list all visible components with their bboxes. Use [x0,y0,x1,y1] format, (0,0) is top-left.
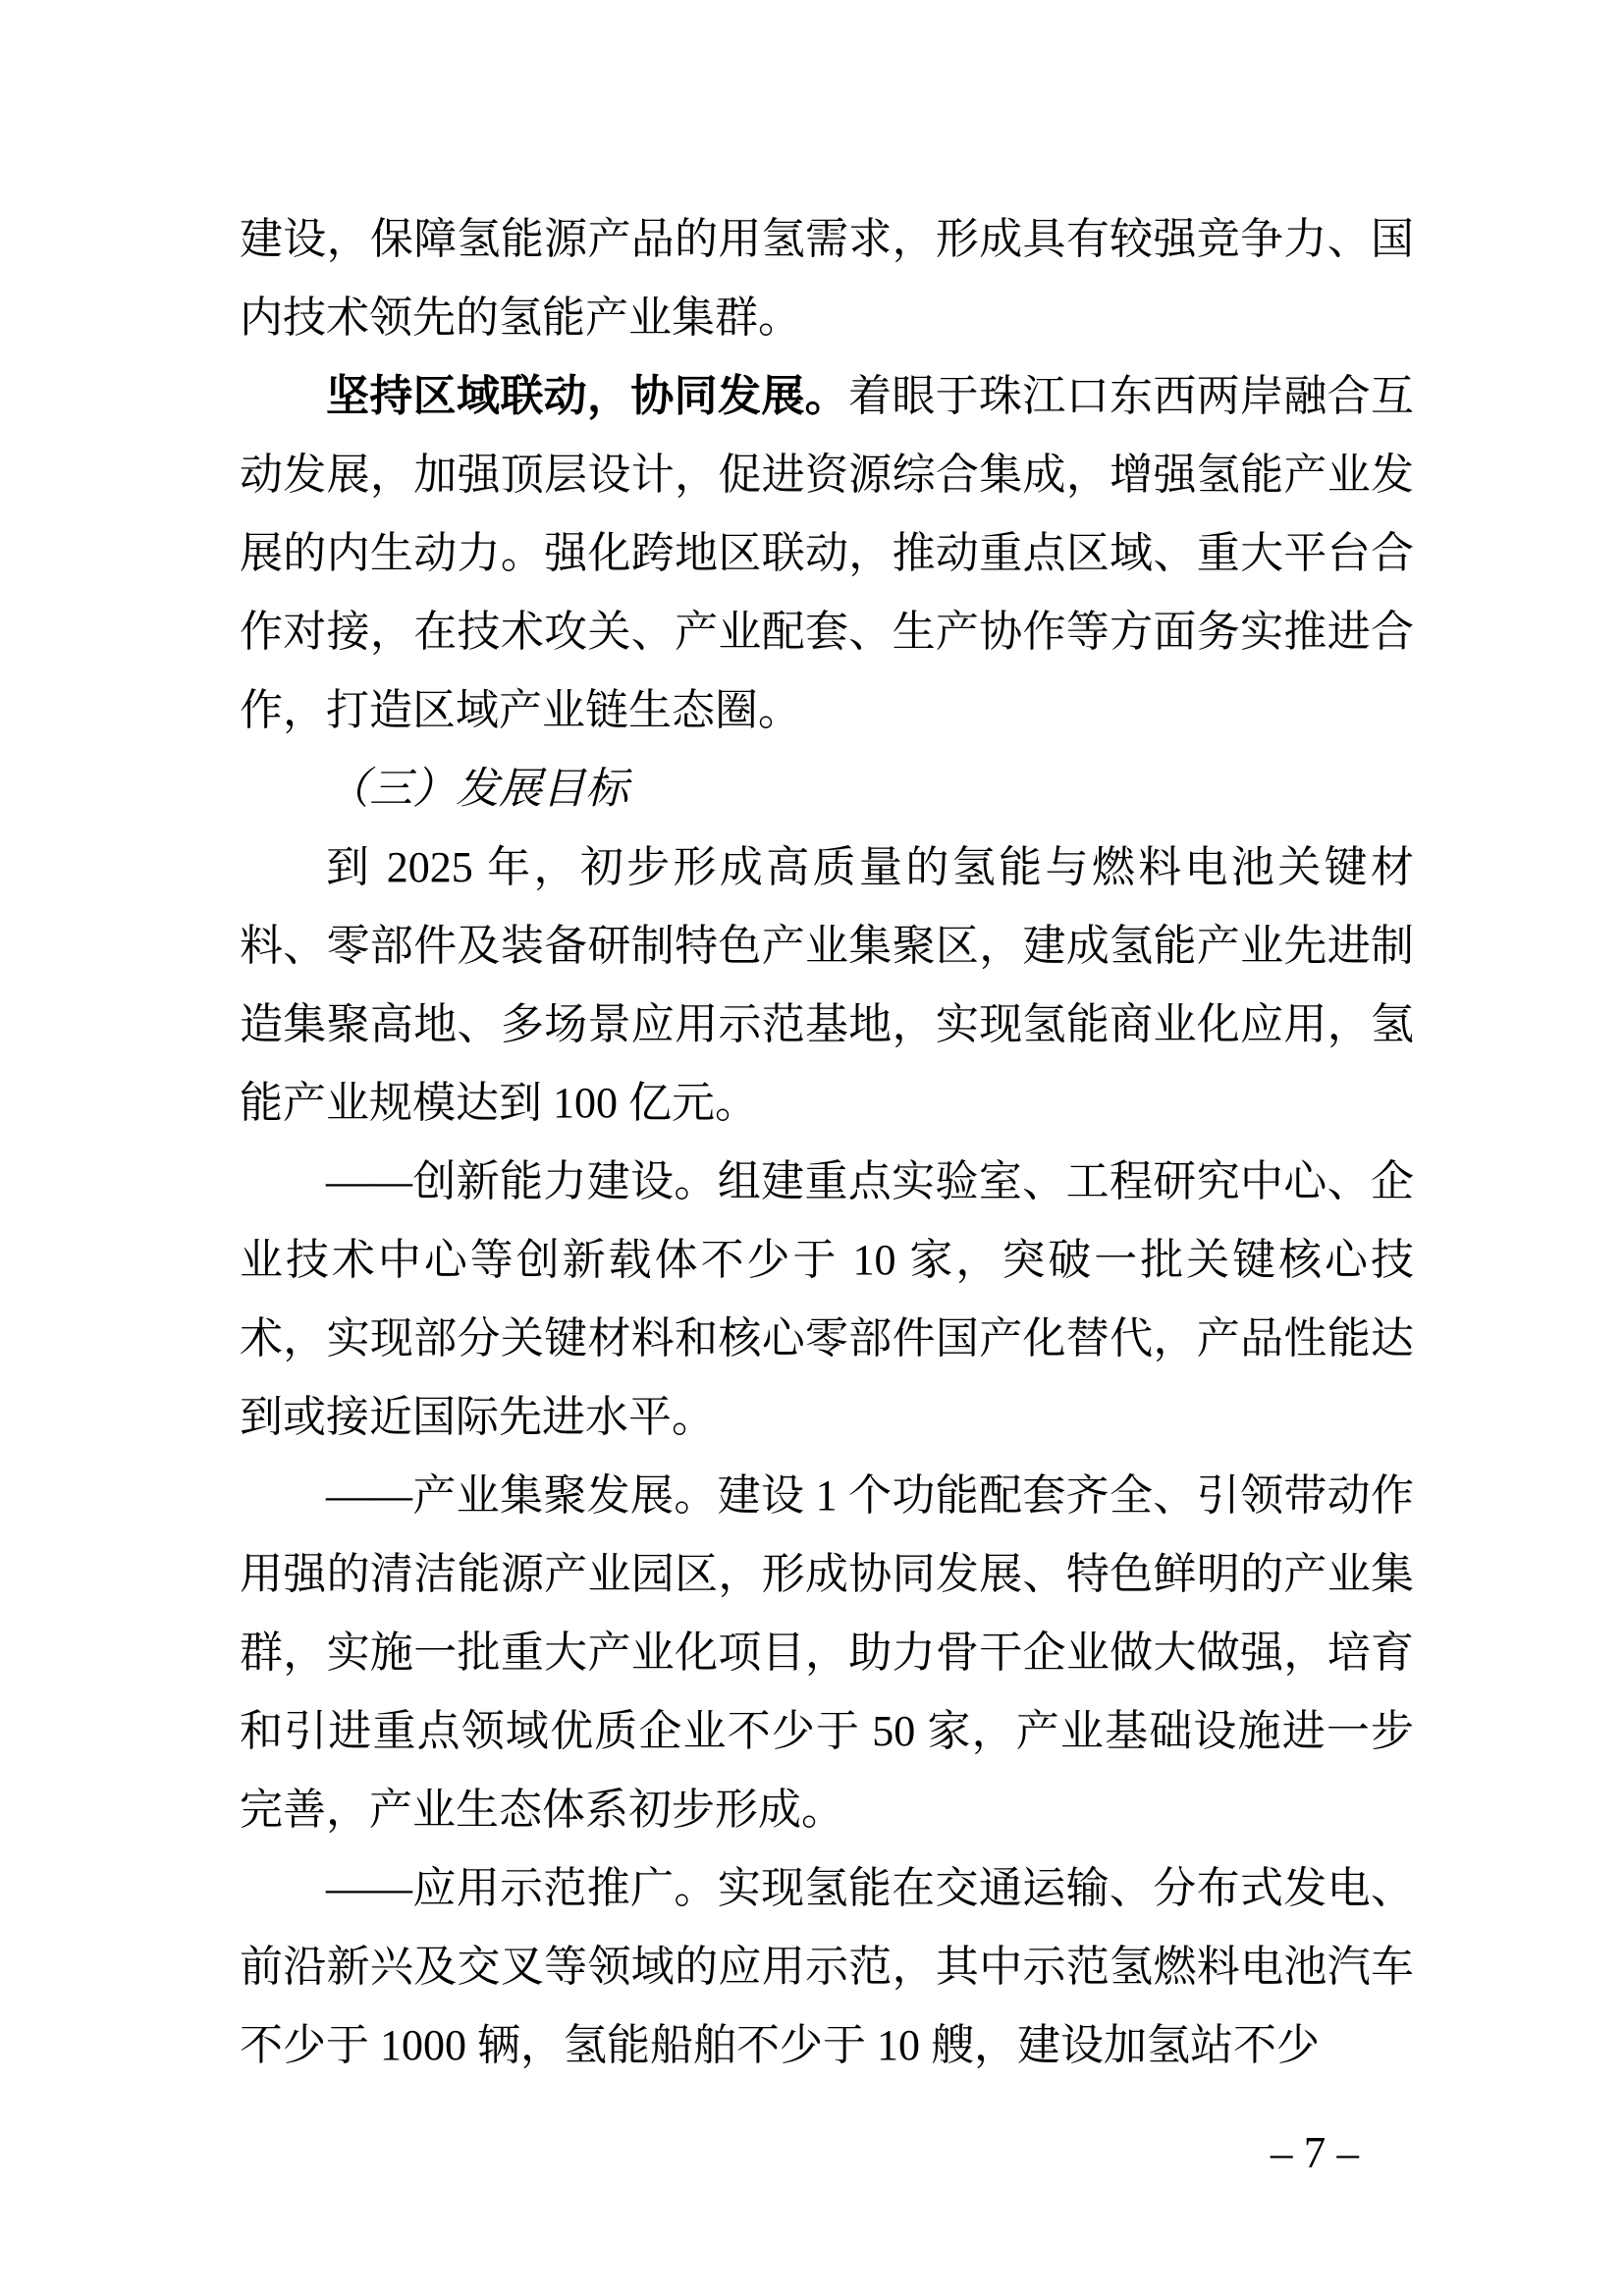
paragraph [240,828,1414,1143]
text-run-normal: ——创新能力建设。组建重点实验室、工程研究中心、企业技术中心等创新载体不少于 10 家，突破一批关键核心技术，实现部分关键材料和核心零部件国产化替代，产品性能达到或接近国际先进水平。 [240,1157,1414,1441]
paragraph [240,1849,1414,2085]
paragraph [240,357,1414,750]
text-run-normal: ——应用示范推广。实现氢能在交通运输、分布式发电、前沿新兴及交叉等领域的应用示范，其中示范氢燃料电池汽车不少于 1000 辆，氢能船舶不少于 10 艘，建设加氢站不少 [240,1864,1414,2069]
text-block [240,200,1414,2085]
paragraph [240,1457,1414,1849]
section-heading [240,750,1414,828]
page-number: – 7 – [1271,2128,1359,2177]
text-run-normal: 到 2025 年，初步形成高质量的氢能与燃料电池关键材料、零部件及装备研制特色产业集聚区，建成氢能产业先进制造集聚高地、多场景应用示范基地，实现氢能商业化应用，氢能产业规模达到 100 亿元。 [240,843,1414,1127]
paragraph [240,1143,1414,1457]
text-run-normal: 建设，保障氢能源产品的用氢需求，形成具有较强竞争力、国内技术领先的氢能产业集群。 [240,215,1414,342]
text-run-kaiti: （三）发展目标 [326,765,628,813]
text-run-normal: ——产业集聚发展。建设 1 个功能配套齐全、引领带动作用强的清洁能源产业园区，形成协同发展、特色鲜明的产业集群，实施一批重大产业化项目，助力骨干企业做大做强，培育和引进重点领域优质企业不少于 50 家，产业基础设施进一步完善，产业生态体系初步形成。 [240,1471,1414,1834]
text-run-normal: 着眼于珠江口东西两岸融合互动发展，加强顶层设计，促进资源综合集成，增强氢能产业发展的内生动力。强化跨地区联动，推动重点区域、重大平台合作对接，在技术攻关、产业配套、生产协作等方面务实推进合作，打造区域产业链生态圈。 [240,372,1414,734]
paragraph [240,200,1414,357]
text-run-bold: 坚持区域联动，协同发展。 [326,372,848,420]
